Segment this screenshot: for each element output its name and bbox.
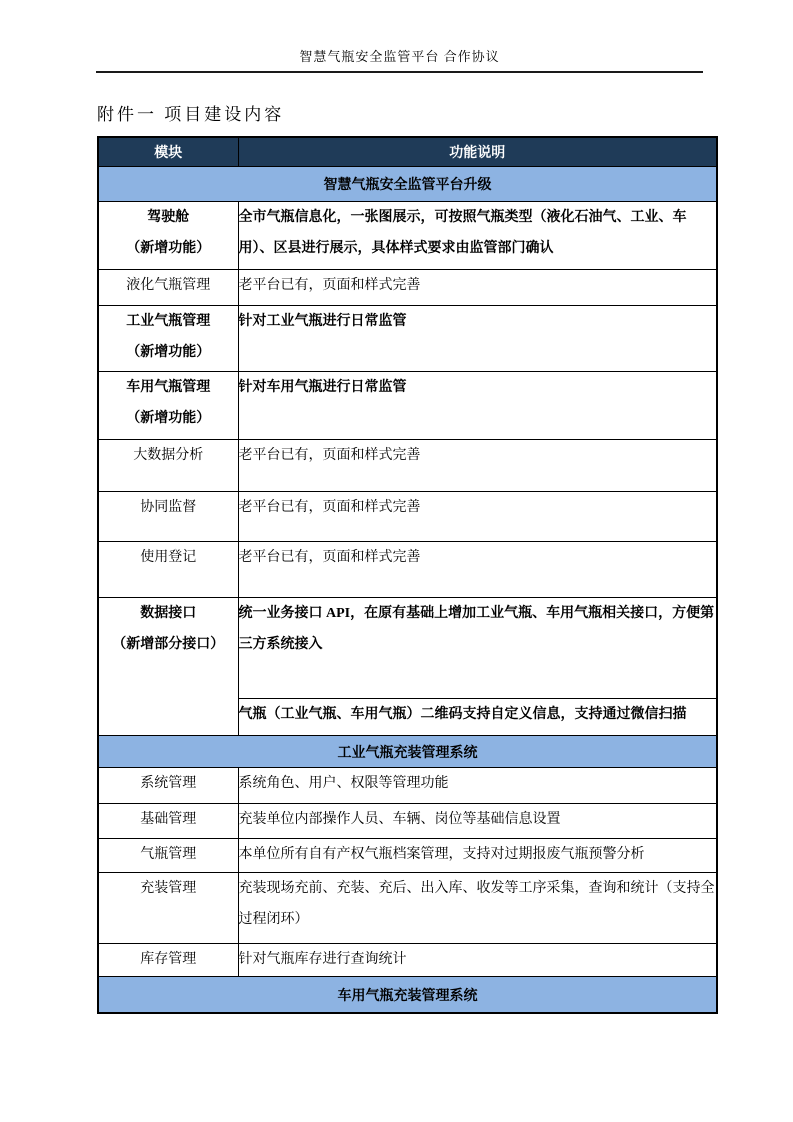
section-row [98,736,717,768]
header-rule [96,71,703,73]
description-cell: 老平台已有，页面和样式完善 [238,270,717,306]
section-row [98,167,717,202]
module-cell: 系统管理 [98,768,238,804]
table-row [98,542,717,598]
table-row [98,306,717,372]
section-header-cell: 工业气瓶充装管理系统 [98,736,717,768]
description-cell: 针对工业气瓶进行日常监管 [238,306,717,372]
description-cell: 老平台已有，页面和样式完善 [238,440,717,492]
column-header-description: 功能说明 [238,137,717,167]
module-cell: 充装管理 [98,873,238,944]
table-row [98,804,717,839]
content-table [97,136,718,1014]
table-body [98,167,717,1014]
module-cell: 协同监督 [98,492,238,542]
description-cell: 气瓶（工业气瓶、车用气瓶）二维码支持自定义信息，支持通过微信扫描 [238,699,717,736]
module-cell: 工业气瓶管理 （新增功能） [98,306,238,372]
table-row [98,270,717,306]
table-row [98,873,717,944]
description-cell: 充装单位内部操作人员、车辆、岗位等基础信息设置 [238,804,717,839]
page-header-text: 智慧气瓶安全监管平台 合作协议 [299,49,500,64]
table-header-row [98,137,717,167]
table-row [98,372,717,440]
module-cell: 液化气瓶管理 [98,270,238,306]
module-cell: 驾驶舱 （新增功能） [98,202,238,270]
module-cell: 车用气瓶管理 （新增功能） [98,372,238,440]
table-row [98,492,717,542]
column-header-module: 模块 [98,137,238,167]
description-cell: 系统角色、用户、权限等管理功能 [238,768,717,804]
module-cell: 使用登记 [98,542,238,598]
module-cell: 基础管理 [98,804,238,839]
table-row [98,440,717,492]
table-row [98,839,717,873]
description-cell: 老平台已有，页面和样式完善 [238,492,717,542]
module-cell: 大数据分析 [98,440,238,492]
description-cell: 老平台已有，页面和样式完善 [238,542,717,598]
description-cell: 针对气瓶库存进行查询统计 [238,944,717,977]
table-row [98,768,717,804]
table-row [98,202,717,270]
section-row [98,977,717,1014]
table-header [98,137,717,167]
description-cell: 全市气瓶信息化，一张图展示，可按照气瓶类型（液化石油气、工业、车用）、区县进行展示，具体样式要求由监管部门确认 [238,202,717,270]
module-cell: 库存管理 [98,944,238,977]
table-row [98,598,717,699]
module-cell: 气瓶管理 [98,839,238,873]
description-cell: 统一业务接口 API，在原有基础上增加工业气瓶、车用气瓶相关接口，方便第三方系统接入 [238,598,717,699]
section-header-cell: 智慧气瓶安全监管平台升级 [98,167,717,202]
section-header-cell: 车用气瓶充装管理系统 [98,977,717,1014]
description-cell: 本单位所有自有产权气瓶档案管理，支持对过期报废气瓶预警分析 [238,839,717,873]
description-cell: 充装现场充前、充装、充后、出入库、收发等工序采集，查询和统计（支持全过程闭环） [238,873,717,944]
page-title: 附件一 项目建设内容 [97,105,285,124]
table-row [98,944,717,977]
module-cell: 数据接口 （新增部分接口） [98,598,238,736]
description-cell: 针对车用气瓶进行日常监管 [238,372,717,440]
